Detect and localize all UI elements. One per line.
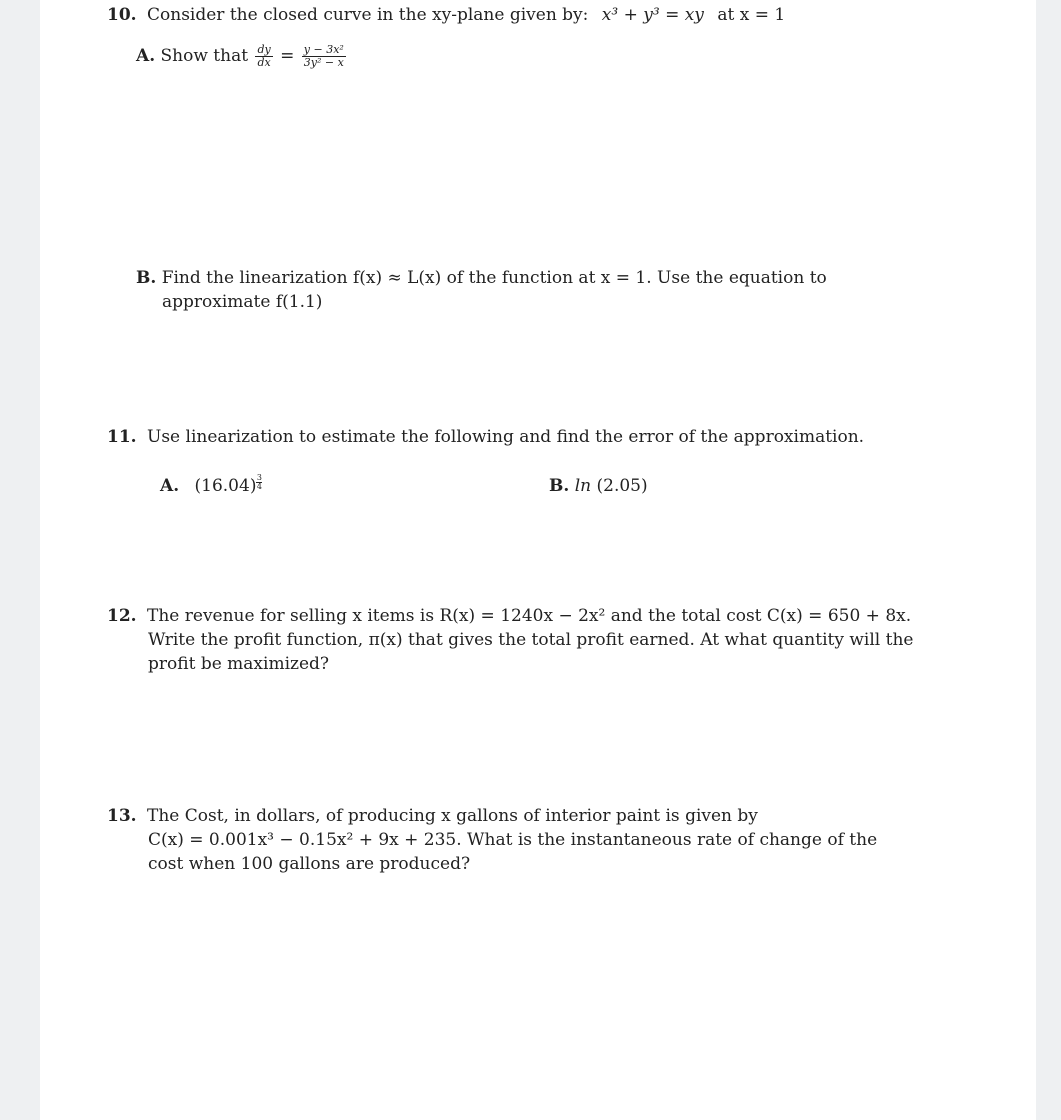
part-text-line-1: Find the linearization f(x) ≈ L(x) of the function at x = 1. Use the equation to [161, 268, 827, 288]
question-11-part-a [160, 474, 262, 498]
function-argument: (2.05) [596, 476, 648, 496]
part-text-line-2: approximate f(1.1) [162, 292, 323, 312]
question-11-part-b [549, 474, 648, 498]
question-12 [107, 604, 986, 676]
equals-sign: = [280, 46, 295, 66]
function-name: ln [574, 476, 592, 496]
derivative-fraction [255, 44, 272, 69]
condition: at x = 1 [717, 5, 786, 25]
result-fraction [302, 44, 346, 69]
part-label: A. [160, 476, 180, 496]
question-11 [107, 425, 986, 449]
part-label: A. [136, 46, 156, 66]
exponent-numerator: 3 [256, 473, 262, 482]
exponent-fraction [256, 474, 262, 491]
question-number: 12. [107, 606, 137, 626]
fraction-numerator: dy [257, 43, 271, 56]
question-text: Use linearization to estimate the following and find the error of the approximation. [147, 427, 865, 447]
question-text-line-3: cost when 100 gallons are produced? [148, 854, 471, 874]
document-page [40, 0, 1036, 1120]
expression-base: (16.04) [194, 476, 257, 496]
question-text-line-1: The Cost, in dollars, of producing x gallons of interior paint is given by [147, 806, 758, 826]
part-label: B. [549, 476, 570, 496]
fraction-denominator: dx [257, 56, 271, 69]
question-text-line-3: profit be maximized? [148, 654, 330, 674]
equation: x³ + y³ = xy [601, 5, 704, 25]
question-number: 13. [107, 806, 137, 826]
question-10-part-a [136, 44, 348, 69]
exponent-denominator: 4 [256, 482, 262, 491]
question-text-line-2: Write the profit function, π(x) that gives the total profit earned. At what quantity will the [148, 630, 914, 650]
question-text-line-2: C(x) = 0.001x³ − 0.15x² + 9x + 235. What is the instantaneous rate of change of the [148, 830, 878, 850]
fraction-denominator: 3y² − x [303, 56, 344, 69]
fraction-numerator: y − 3x² [303, 43, 344, 56]
question-number: 11. [107, 427, 137, 447]
question-10 [107, 3, 986, 27]
question-text: Consider the closed curve in the xy-plane given by: [147, 5, 589, 25]
question-13 [107, 804, 986, 876]
question-text-line-1: The revenue for selling x items is R(x) = 1240x − 2x² and the total cost C(x) = 650 + 8x. [147, 606, 912, 626]
question-number: 10. [107, 5, 137, 25]
part-text: Show that [160, 46, 249, 66]
part-label: B. [136, 268, 157, 288]
question-10-part-b [136, 266, 827, 314]
